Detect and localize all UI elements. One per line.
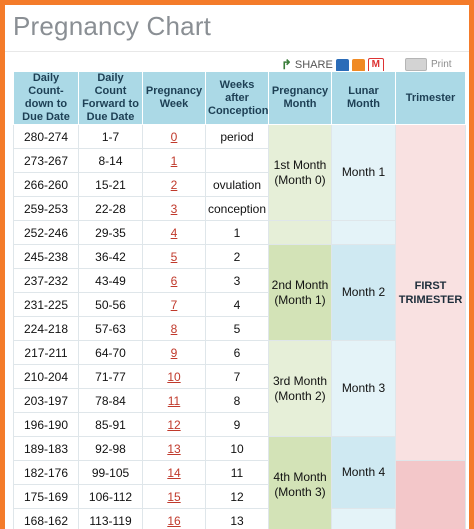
week-link[interactable]: 12 xyxy=(167,417,181,432)
pregnancy-month-spacer xyxy=(269,221,332,245)
week-cell xyxy=(143,173,206,197)
week-cell xyxy=(143,269,206,293)
forward-cell: 99-105 xyxy=(79,461,143,485)
pregnancy-chart-page xyxy=(5,5,469,529)
print-label: Print xyxy=(431,59,452,70)
conception-cell: 5 xyxy=(206,317,269,341)
forward-cell: 85-91 xyxy=(79,413,143,437)
week-cell xyxy=(143,149,206,173)
conception-cell: 2 xyxy=(206,245,269,269)
forward-cell: 92-98 xyxy=(79,437,143,461)
week-link[interactable]: 1 xyxy=(170,153,178,168)
week-link[interactable]: 10 xyxy=(167,369,181,384)
week-link[interactable]: 2 xyxy=(170,177,178,192)
week-cell xyxy=(143,365,206,389)
week-cell xyxy=(143,437,206,461)
week-link[interactable]: 15 xyxy=(167,489,181,504)
conception-cell: conception xyxy=(206,197,269,221)
conception-cell: 4 xyxy=(206,293,269,317)
countdown-cell: 210-204 xyxy=(14,365,79,389)
forward-cell: 1-7 xyxy=(79,125,143,149)
forward-cell: 36-42 xyxy=(79,245,143,269)
week-link[interactable]: 14 xyxy=(167,465,181,480)
week-link[interactable]: 5 xyxy=(170,249,178,264)
week-cell xyxy=(143,461,206,485)
week-cell xyxy=(143,485,206,509)
forward-cell: 15-21 xyxy=(79,173,143,197)
week-cell xyxy=(143,413,206,437)
week-cell xyxy=(143,293,206,317)
pregnancy-table xyxy=(13,71,466,529)
forward-cell: 57-63 xyxy=(79,317,143,341)
week-link[interactable]: 7 xyxy=(170,297,178,312)
conception-cell: ovulation xyxy=(206,173,269,197)
countdown-cell: 273-267 xyxy=(14,149,79,173)
lunar-month-4: Month 4 xyxy=(332,437,396,509)
week-cell xyxy=(143,197,206,221)
countdown-cell: 237-232 xyxy=(14,269,79,293)
countdown-cell: 168-162 xyxy=(14,509,79,529)
col-header-count-forward: Daily Count Forward to Due Date xyxy=(79,72,143,125)
conception-cell: 1 xyxy=(206,221,269,245)
forward-cell: 106-112 xyxy=(79,485,143,509)
week-link[interactable]: 4 xyxy=(170,225,178,240)
title-divider xyxy=(5,51,469,52)
conception-cell: 8 xyxy=(206,389,269,413)
conception-cell: 13 xyxy=(206,509,269,529)
week-link[interactable]: 9 xyxy=(170,345,178,360)
forward-cell: 22-28 xyxy=(79,197,143,221)
lunar-month-5-start xyxy=(332,509,396,529)
table-header-row xyxy=(14,72,466,125)
countdown-cell: 280-274 xyxy=(14,125,79,149)
conception-cell: period xyxy=(206,125,269,149)
countdown-cell: 182-176 xyxy=(14,461,79,485)
conception-cell: 10 xyxy=(206,437,269,461)
pregnancy-month-3: 3rd Month (Month 2) xyxy=(269,341,332,437)
lunar-month-3: Month 3 xyxy=(332,341,396,437)
forward-cell: 64-70 xyxy=(79,341,143,365)
table-row xyxy=(14,125,466,149)
lunar-month-2: Month 2 xyxy=(332,245,396,341)
lunar-month-1: Month 1 xyxy=(332,125,396,221)
forward-cell: 29-35 xyxy=(79,221,143,245)
countdown-cell: 252-246 xyxy=(14,221,79,245)
trimester-second-start xyxy=(396,461,466,529)
conception-cell: 6 xyxy=(206,341,269,365)
col-header-pregnancy-week: Pregnancy Week xyxy=(143,72,206,125)
countdown-cell: 259-253 xyxy=(14,197,79,221)
countdown-cell: 189-183 xyxy=(14,437,79,461)
col-header-trimester: Trimester xyxy=(396,72,466,125)
col-header-countdown: Daily Count-down to Due Date xyxy=(14,72,79,125)
col-header-weeks-after-conception: Weeks after Conception xyxy=(206,72,269,125)
blogger-icon[interactable] xyxy=(352,59,365,72)
share-label: SHARE xyxy=(294,59,333,71)
countdown-cell: 217-211 xyxy=(14,341,79,365)
printer-icon xyxy=(405,58,427,71)
countdown-cell: 224-218 xyxy=(14,317,79,341)
week-link[interactable]: 0 xyxy=(170,129,178,144)
week-cell xyxy=(143,341,206,365)
countdown-cell: 175-169 xyxy=(14,485,79,509)
conception-cell: 9 xyxy=(206,413,269,437)
week-cell xyxy=(143,221,206,245)
forward-cell: 71-77 xyxy=(79,365,143,389)
forward-cell: 8-14 xyxy=(79,149,143,173)
week-cell xyxy=(143,317,206,341)
trimester-first: FIRST TRIMESTER xyxy=(396,125,466,461)
forward-cell: 50-56 xyxy=(79,293,143,317)
countdown-cell: 203-197 xyxy=(14,389,79,413)
week-link[interactable]: 3 xyxy=(170,201,178,216)
page-title: Pregnancy Chart xyxy=(13,11,212,41)
week-link[interactable]: 8 xyxy=(170,321,178,336)
conception-cell: 11 xyxy=(206,461,269,485)
conception-cell xyxy=(206,149,269,173)
countdown-cell: 196-190 xyxy=(14,413,79,437)
forward-cell: 78-84 xyxy=(79,389,143,413)
week-cell xyxy=(143,245,206,269)
table-row xyxy=(14,461,466,485)
share-arrow-icon: ↱ xyxy=(281,57,292,72)
week-link[interactable]: 13 xyxy=(167,441,181,456)
forward-cell: 43-49 xyxy=(79,269,143,293)
countdown-cell: 266-260 xyxy=(14,173,79,197)
conception-cell: 3 xyxy=(206,269,269,293)
countdown-cell: 231-225 xyxy=(14,293,79,317)
week-cell xyxy=(143,389,206,413)
conception-cell: 12 xyxy=(206,485,269,509)
countdown-cell: 245-238 xyxy=(14,245,79,269)
gmail-icon[interactable]: M xyxy=(368,58,384,73)
social-share-icon[interactable] xyxy=(336,59,349,72)
conception-cell: 7 xyxy=(206,365,269,389)
week-cell xyxy=(143,125,206,149)
lunar-month-spacer xyxy=(332,221,396,245)
forward-cell: 113-119 xyxy=(79,509,143,529)
col-header-lunar-month: Lunar Month xyxy=(332,72,396,125)
week-link[interactable]: 11 xyxy=(167,393,181,408)
week-link[interactable]: 16 xyxy=(167,513,181,528)
week-cell xyxy=(143,509,206,529)
print-button[interactable] xyxy=(405,58,452,71)
pregnancy-month-1: 1st Month (Month 0) xyxy=(269,125,332,221)
week-link[interactable]: 6 xyxy=(170,273,178,288)
pregnancy-month-2: 2nd Month (Month 1) xyxy=(269,245,332,341)
col-header-pregnancy-month: Pregnancy Month xyxy=(269,72,332,125)
pregnancy-month-4: 4th Month (Month 3) xyxy=(269,437,332,529)
